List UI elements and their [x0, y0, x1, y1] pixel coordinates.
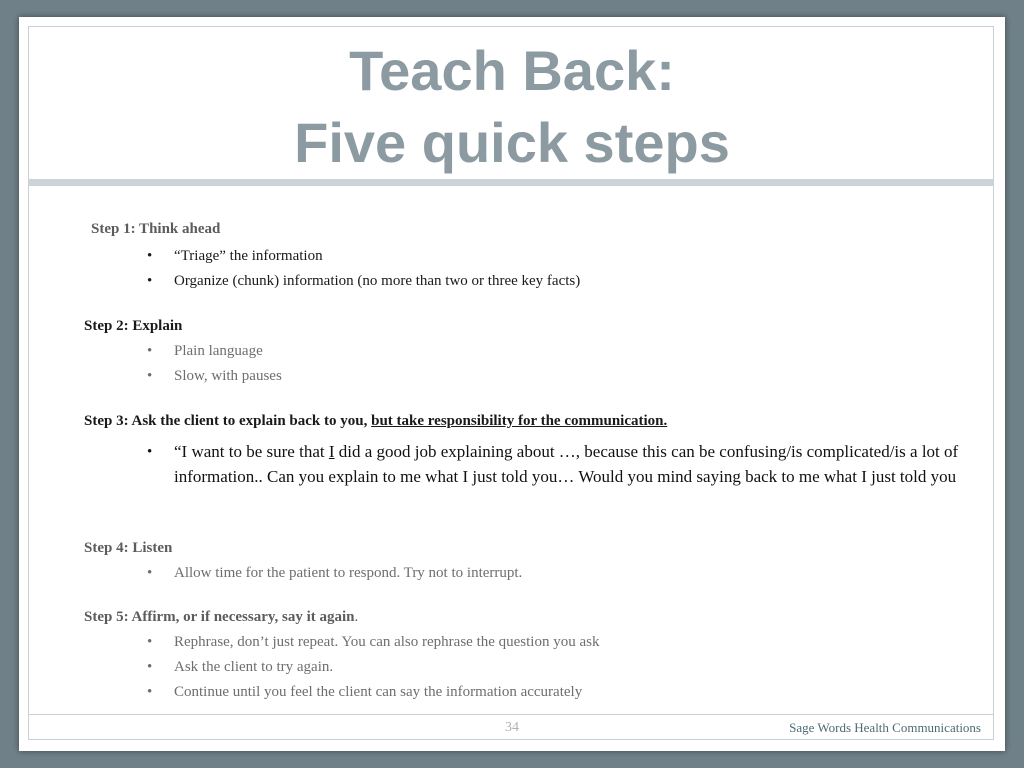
step-3-heading [84, 413, 667, 430]
step-3-quote [147, 440, 974, 489]
bullet-dot: • [147, 684, 153, 700]
step-5-bullet-3 [147, 684, 583, 701]
bullet-text: Plain language [174, 343, 263, 359]
quote-text-2: did a good job explaining about …, because this can be confusing/is complicated/is a lot of information.. Can you explain to me what I just told you… Would you mind saying back to me what I just told you [174, 442, 959, 486]
bullet-text: Rephrase, don’t just repeat. You can also rephrase the question you ask [174, 634, 600, 650]
bullet-dot: • [147, 634, 153, 650]
step-4-heading: Step 4: Listen [84, 540, 173, 556]
bullet-dot: • [147, 273, 153, 289]
bullet-dot: • [147, 248, 153, 264]
page-number: 34 [505, 720, 519, 735]
step-1-bullet-1 [147, 248, 323, 265]
title-line-2: Five quick steps [294, 111, 730, 174]
footer-credit: Sage Words Health Communications [789, 720, 981, 735]
bullet-text: Continue until you feel the client can say the information accurately [174, 684, 583, 700]
bullet-dot: • [147, 444, 153, 460]
step-3-heading-underlined: but take responsibility for the communication. [371, 413, 668, 429]
step-1-heading: Step 1: Think ahead [91, 221, 221, 237]
step-5-bullet-1 [147, 634, 600, 651]
step-4-bullet-1 [147, 565, 523, 582]
step-1-bullet-2 [147, 273, 581, 290]
bullet-dot: • [147, 659, 153, 675]
slide-content [19, 17, 1005, 751]
bullet-dot: • [147, 368, 153, 384]
bullet-text: Slow, with pauses [174, 368, 282, 384]
quote-text-1: “I want to be sure that [174, 442, 329, 461]
quote-underlined: I [328, 442, 335, 461]
step-5-heading-suffix: . [354, 609, 359, 625]
bullet-text: “Triage” the information [174, 248, 323, 264]
title-line-1: Teach Back: [349, 39, 675, 102]
bullet-text: Organize (chunk) information (no more than two or three key facts) [174, 273, 581, 289]
bullet-dot: • [147, 565, 153, 581]
step-2-bullet-2 [147, 368, 282, 385]
step-2-bullet-1 [147, 343, 263, 360]
bullet-text: Allow time for the patient to respond. Try not to interrupt. [174, 565, 523, 581]
step-3-heading-text: Step 3: Ask the client to explain back to you, [84, 413, 372, 429]
slide [19, 17, 1005, 751]
bullet-text: Ask the client to try again. [174, 659, 334, 675]
bullet-dot: • [147, 343, 153, 359]
step-5-bullet-2 [147, 659, 334, 676]
step-5-heading-text: Step 5: Affirm, or if necessary, say it again [84, 609, 355, 625]
step-5-heading [84, 609, 358, 626]
step-2-heading: Step 2: Explain [84, 318, 183, 334]
footer-divider [28, 714, 994, 715]
